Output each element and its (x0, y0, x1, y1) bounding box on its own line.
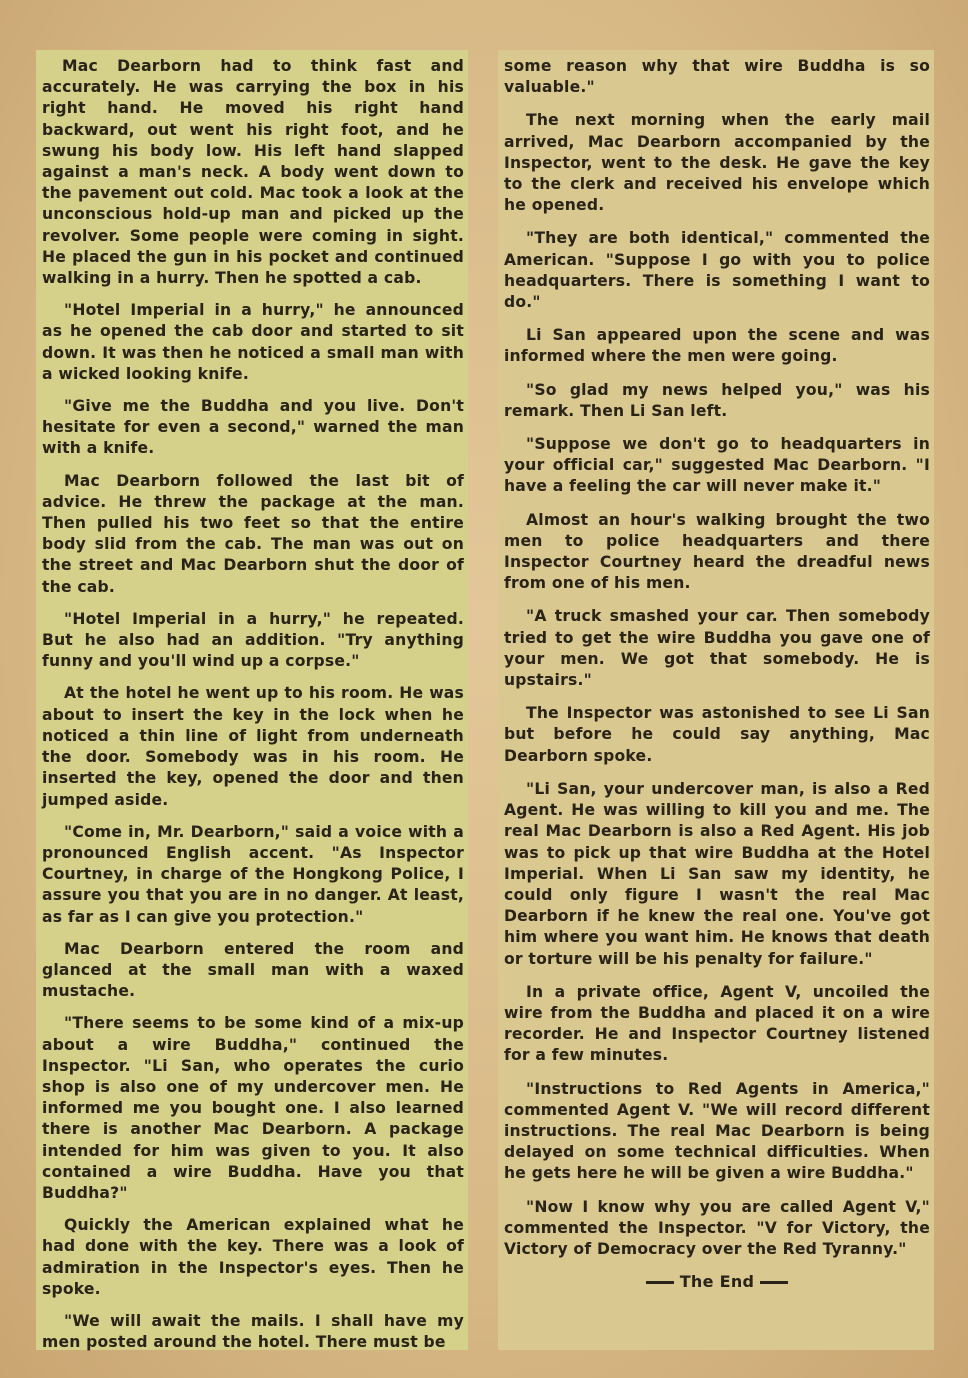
paragraph: "Hotel Imperial in a hurry," he repeated. But he also had an addition. "Try anything funny and you'll wind up a corpse." (42, 609, 464, 671)
paragraph: At the hotel he went up to his room. He was about to insert the key in the lock when he noticed a thin line of light from underneath the door. Somebody was in his room. He inserted the key, opened the door and then jumped aside. (42, 684, 464, 809)
paragraph: "Come in, Mr. Dearborn," said a voice with a pronounced English accent. "As Inspector Courtney, in charge of the Hongkong Police, I assure you that you are in no danger. At least, as far as I can give you protection." (42, 822, 464, 926)
paragraph: "Li San, your undercover man, is also a Red Agent. He was willing to kill you and me. The real Mac Dearborn is also a Red Agent. His job was to pick up that wire Buddha at the Hotel Imperial. When Li San saw my identity, he could only figure I wasn't the real Mac Dearborn if he knew the real one. You've got him where you want him. He knows that death or torture will be his penalty for failure." (504, 779, 930, 968)
paragraph: "So glad my news helped you," was his remark. Then Li San left. (504, 380, 930, 420)
dash-divider (646, 1281, 674, 1284)
paragraph: "Instructions to Red Agents in America," commented Agent V. "We will record different instructions. The real Mac Dearborn is being delayed on some technical difficulties. When he gets here he will be given a wire Buddha." (504, 1079, 930, 1183)
ending-text: The End (679, 1272, 755, 1292)
paragraph: In a private office, Agent V, uncoiled the wire from the Buddha and placed it on a wire recorder. He and Inspector Courtney listened for a few minutes. (504, 982, 930, 1065)
paragraph: "Give me the Buddha and you live. Don't hesitate for even a second," warned the man with a knife. (42, 397, 464, 458)
paragraph: Li San appeared upon the scene and was informed where the men were going. (504, 326, 930, 366)
paragraph: The Inspector was astonished to see Li San but before he could say anything, Mac Dearborn spoke. (504, 704, 930, 765)
left-text-column (36, 50, 468, 1350)
dash-divider (760, 1281, 788, 1284)
right-text-column (498, 50, 934, 1350)
paragraph: "Suppose we don't go to headquarters in your official car," suggested Mac Dearborn. "I have a feeling the car will never make it." (504, 435, 930, 496)
paragraph: "There seems to be some kind of a mix-up about a wire Buddha," continued the Inspector. "Li San, who operates the curio shop is also one of my undercover men. He informed me you bought one. I also learned there is another Mac Dearborn. A package intended for him was given to you. It also contained a wire Buddha. Have you that Buddha?" (42, 1014, 464, 1202)
paragraph: The next morning when the early mail arrived, Mac Dearborn accompanied by the Inspector, went to the desk. He gave the key to the clerk and received his envelope which he opened. (504, 111, 930, 215)
paragraph: "Hotel Imperial in a hurry," he announced as he opened the cab door and started to sit down. It was then he noticed a small man with a wicked looking knife. (42, 301, 464, 383)
paragraph: Mac Dearborn had to think fast and accurately. He was carrying the box in his right hand. He moved his right hand backward, out went his right foot, and he swung his body low. His left hand slapped against a man's neck. A body went down to the pavement out cold. Mac took a look at the unconscious hold-up man and picked up the revolver. Some people were coming in sight. He placed the gun in his pocket and continued walking in a hurry. Then he spotted a cab. (42, 57, 464, 288)
paragraph: "They are both identical," commented the American. "Suppose I go with you to police headquarters. There is something I want to do." (504, 229, 930, 312)
paragraph: some reason why that wire Buddha is so valuable." (504, 57, 930, 97)
paragraph: Mac Dearborn entered the room and glanced at the small man with a waxed mustache. (42, 939, 464, 1001)
paragraph: Almost an hour's walking brought the two men to police headquarters and there Inspector Courtney heard the dreadful news from one of his men. (504, 510, 930, 593)
paragraph: Quickly the American explained what he had done with the key. There was a look of admiration in the Inspector's eyes. Then he spoke. (42, 1216, 464, 1298)
paragraph: Mac Dearborn followed the last bit of advice. He threw the package at the man. Then pulled his two feet so that the entire body slid from the cab. The man was out on the street and Mac Dearborn shut the door of the cab. (42, 471, 464, 596)
paragraph: "Now I know why you are called Agent V," commented the Inspector. "V for Victory, the Victory of Democracy over the Red Tyranny." (504, 1197, 930, 1258)
paragraph: "A truck smashed your car. Then somebody tried to get the wire Buddha you gave one of your men. We got that somebody. He is upstairs." (504, 607, 930, 690)
paragraph: "We will await the mails. I shall have my men posted around the hotel. There must be (42, 1311, 464, 1352)
the-end-label (504, 1272, 930, 1291)
